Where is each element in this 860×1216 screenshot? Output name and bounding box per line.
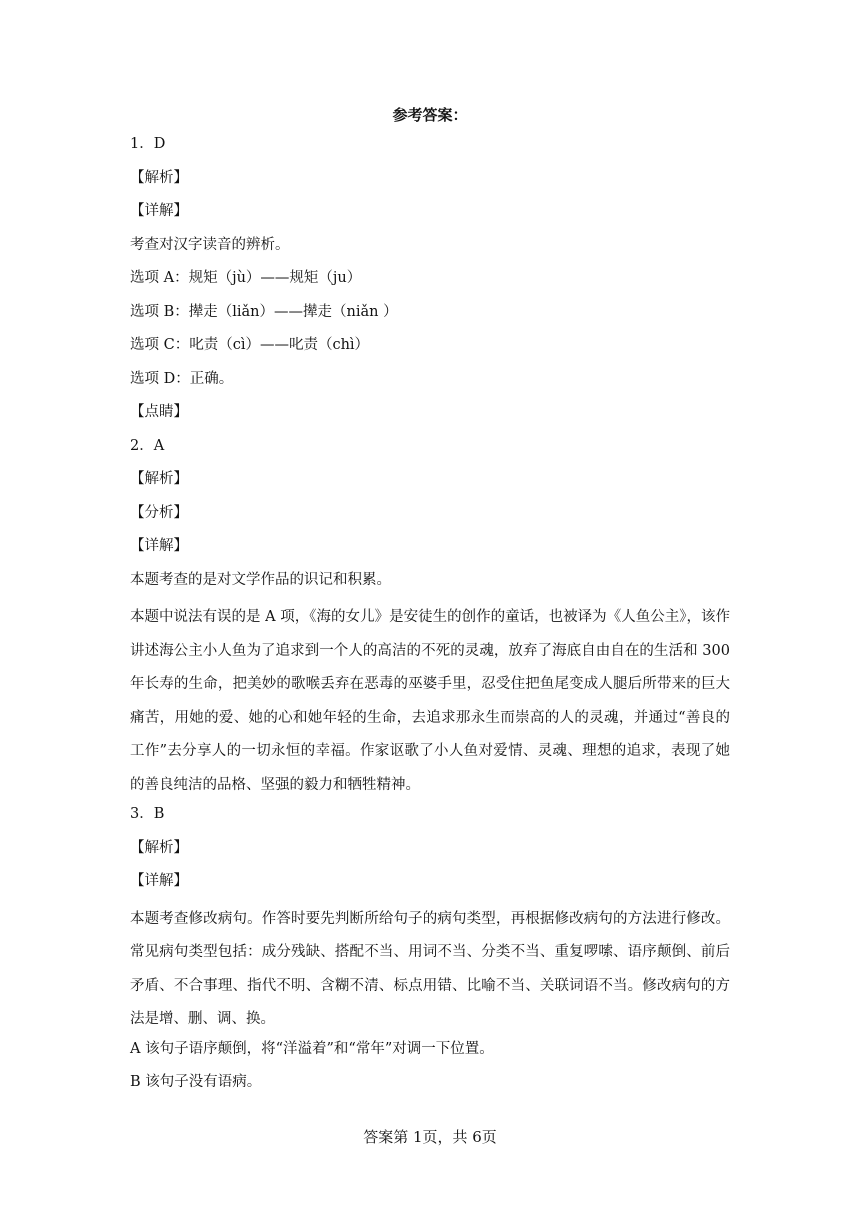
- fenxi-label: 【分析】: [130, 504, 188, 521]
- text-line: 本题考查的是对文学作品的识记和积累。: [130, 571, 391, 588]
- page-title: 参考答案：: [392, 106, 468, 124]
- analysis-label: 【解析】: [130, 839, 188, 856]
- answer-content: [130, 132, 730, 1104]
- comment-label: 【点睛】: [130, 404, 188, 420]
- question-1-answer: 1．D: [130, 136, 166, 152]
- detail-label: 【详解】: [130, 203, 188, 219]
- explanation-paragraph: 本题考查修改病句。作答时要先判断所给句子的病句类型，再根据修改病句的方法进行修改。常见病句类型包括：成分残缺、搭配不当、用词不当、分类不当、重复啰嗦、语序颠倒、前后矛盾、不合事理、指代不明、含糊不清、标点用错、比喻不当、关联词语不当。修改病句的方法是增、删、调、换。: [130, 910, 730, 1027]
- option-a-line: 选项 A：规矩（jù）——规矩（ju）: [130, 270, 362, 286]
- question-3-answer: 3．B: [130, 806, 165, 822]
- analysis-label: 【解析】: [130, 169, 188, 186]
- detail-label: 【详解】: [130, 873, 188, 889]
- text-line: B 该句子没有语病。: [130, 1074, 262, 1090]
- page-footer: 答案第 1页，共 6页: [363, 1128, 497, 1146]
- option-b-line: 选项 B：撵走（liǎn）——撵走（niǎn ）: [130, 303, 398, 320]
- option-d-line: 选项 D：正确。: [130, 370, 234, 387]
- detail-label: 【详解】: [130, 538, 188, 554]
- option-c-line: 选项 C：叱责（cì）——叱责（chì）: [130, 337, 370, 353]
- analysis-label: 【解析】: [130, 471, 188, 487]
- text-line: A 该句子语序颠倒，将“洋溢着”和“常年”对调一下位置。: [130, 1040, 494, 1057]
- explanation-paragraph: 本题中说法有误的是 A 项，《海的女儿》是安徒生的创作的童话，也被译为《人鱼公主》，该作讲述海公主小人鱼为了追求到一个人的高洁的不死的灵魂，放弃了海底自由自在的生活和 300 年长寿的生命，把美妙的歌喉丢弃在恶毒的巫婆手里，忍受住把鱼尾变成人腿后所带来的巨大痛苦，用她的爱、她的心和她年轻的生命，去追求那永生而崇高的人的灵魂，并通过“善良的工作”去分享人的一切永恒的幸福。作家讴歌了小人鱼对爱情、灵魂、理想的追求，表现了她的善良纯洁的品格、坚强的毅力和牺牲精神。: [130, 609, 730, 793]
- text-line: 考查对汉字读音的辨析。: [130, 236, 290, 253]
- question-2-answer: 2．A: [130, 437, 165, 454]
